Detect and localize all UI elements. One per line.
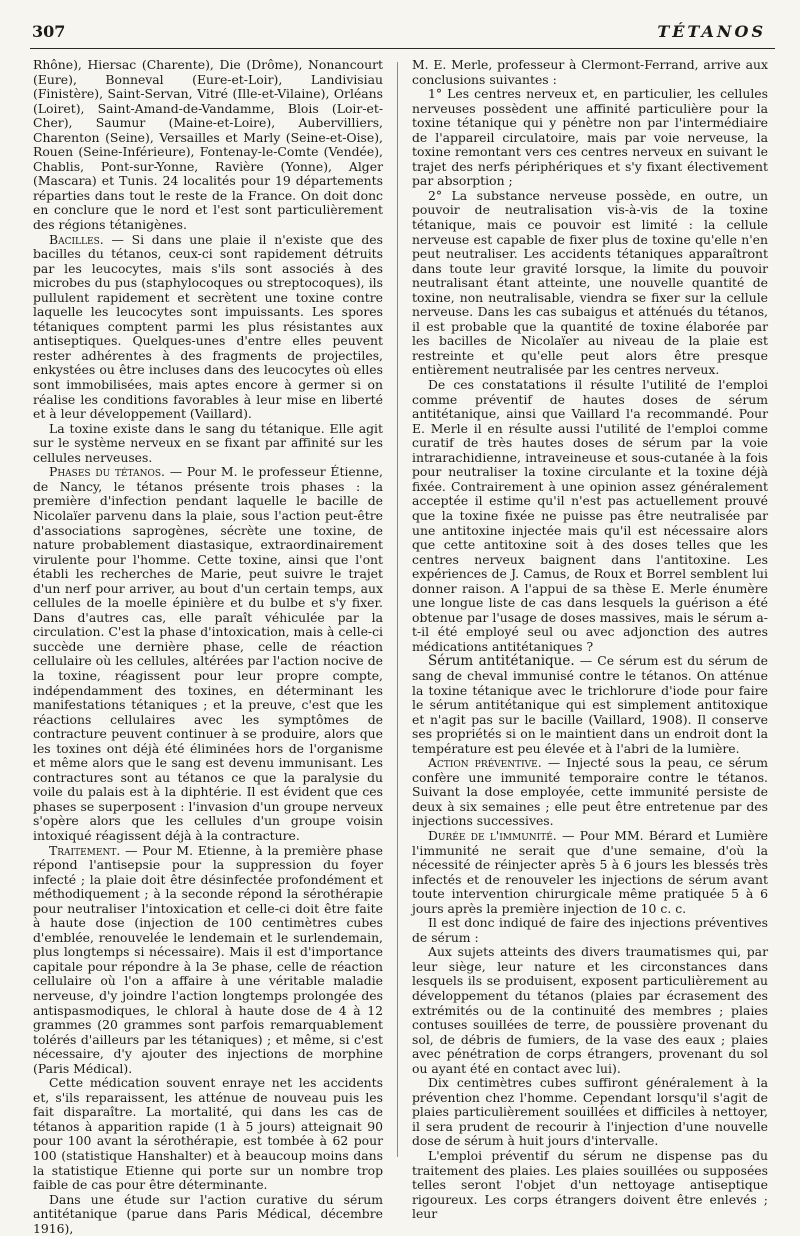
- paragraph: [33, 465, 383, 843]
- paragraph: [412, 189, 768, 378]
- paragraph-text: La toxine existe dans le sang du tétanique. Elle agit sur le système nerveux en se fixant par affinité sur les cellules nerveuses.: [33, 420, 383, 465]
- paragraph: [412, 945, 768, 1076]
- paragraph-text: 2° La substance nerveuse possède, en outre, un pouvoir de neutralisation vis-à-vis de la toxine tétanique, mais ce pouvoir est limité : la cellule nerveuse est capable de fixer plus de toxine qu'elle n'en peut neutraliser. Les accidents tétaniques apparaîtront dans toute leur gravité lorsque, la limite du pouvoir neutralisant étant atteinte, une nouvelle quantité de toxine, non neutralisable, viendra se fixer sur la cellule nerveuse. Dans les cas subaigus et atténués du tétanos, il est probable que la quantité de toxine élaborée par les bacilles de Nicolaïer au niveau de la plaie est restreinte et qu'elle peut alors être presque entièrement neutralisée par les centres nerveux.: [412, 187, 768, 378]
- paragraph-text: Dix centimètres cubes suffiront généralement à la prévention chez l'homme. Cependant lorsqu'il s'agit de plaies particulièrement souillées et difficiles à nettoyer, il sera prudent de recourir à l'injection d'une nouvelle dose de sérum à huit jours d'intervalle.: [412, 1075, 768, 1149]
- paragraph-text: — Ce sérum est du sérum de sang de cheval immunisé contre le tétanos. On atténue la toxine tétanique avec le trichlorure d'iode pour faire le sérum antitétanique qui est simplement antitoxique et n'agit pas sur le bacille (Vaillard, 1908). Il conserve ses propriétés si on le maintient dans un endroit dont la température est peu élevée et à l'abri de la lumière.: [412, 653, 769, 756]
- section-heading: Bacilles.: [49, 231, 104, 247]
- paragraph-text: De ces constatations il résulte l'utilité de l'emploi comme préventif de hautes doses de sérum antitétanique, ainsi que Vaillard l'a recommandé. Pour E. Merle il en résulte aussi l'utilité de l'emploi comme curatif de très hautes doses de sérum par la voie intrarachidienne, intraveineuse et sous-cutanée à la fois pour neutraliser la toxine circulante et la toxine déjà fixée. Contrairement à une opinion assez généralement acceptée il estime qu'il n'est pas actuellement prouvé que la toxine fixée ne puisse pas être neutralisée par une antitoxine injectée mais qu'il est nécessaire alors que cette antitoxine soit à des doses telles que les centres nerveux baignent dans l'antitoxine. Les expériences de J. Camus, de Roux et Borrel semblent lui donner raison. A l'appui de sa thèse E. Merle énumère une longue liste de cas dans lesquels la guérison a été obtenue par l'usage de doses massives, mais le sérum a-t-il été employé seul ou avec adjonction des autres médications antitétaniques ?: [412, 377, 768, 654]
- paragraph-text: — Si dans une plaie il n'existe que des bacilles du tétanos, ceux-ci sont rapidement détruits par les leucocytes, mais s'ils sont associés à des microbes du pus (staphylocoques ou streptocoques), ils pullulent rapidement et secrètent une toxine contre laquelle les leucocytes sont impuissants. Les spores tétaniques comptent parmi les plus résistantes aux antiseptiques. Quelques-unes d'entre elles peuvent rester adhérentes à des fragments de projectiles, enkystées ou être incluses dans des leucocytes où elles sont immobilisées, mais aptes encore à germer si on réalise les conditions favorables à leur mise en liberté et à leur développement (Vaillard).: [33, 231, 383, 422]
- paragraph: [33, 844, 383, 1077]
- paragraph: [412, 1149, 768, 1222]
- paragraph: [412, 58, 768, 87]
- paragraph-text: M. E. Merle, professeur à Clermont-Ferrand, arrive aux conclusions suivantes :: [412, 57, 768, 87]
- paragraph-text: Dans une étude sur l'action curative du sérum antitétanique (parue dans Paris Médical, décembre 1916),: [33, 1191, 383, 1236]
- section-heading: Phases du tétanos.: [49, 464, 165, 480]
- paragraph-text: Rhône), Hiersac (Charente), Die (Drôme), Nonancourt (Eure), Bonneval (Eure-et-Loir), Landivisiau (Finistère), Saint-Servan, Vitré (Ille-et-Vilaine), Orléans (Loiret), Saint-Amand-de-Vandamme, Blois (Loir-et-Cher), Saumur (Maine-et-Loire), Aubervilliers, Charenton (Seine), Versailles et Marly (Seine-et-Oise), Rouen (Seine-Inférieure), Fontenay-le-Comte (Vendée), Chablis, Pont-sur-Yonne, Ravière (Yonne), Alger (Mascara) et Tunis. 24 localités pour 19 départements réparties dans tout le reste de la France. On doit donc en conclure que le nord et l'est sont particulièrement des régions tétanigènes.: [33, 57, 383, 233]
- left-column: [33, 57, 383, 1236]
- paragraph: [412, 378, 768, 654]
- paragraph-text: — Pour MM. Bérard et Lumière l'immunité ne serait que d'une semaine, d'où la nécessité de réinjecter après 5 à 6 jours les blessés très infectés et de renouveler les injections de sérum avant toute intervention chirurgicale même pratiquée 5 à 6 jours après la première injection de 10 c. c.: [412, 827, 768, 916]
- section-heading: Sérum antitétanique.: [428, 653, 575, 670]
- section-heading: Traitement.: [49, 842, 121, 858]
- paragraph-text: Aux sujets atteints des divers traumatismes qui, par leur siège, leur nature et les circonstances dans lesquels ils se produisent, exposent particulièrement au développement du tétanos (plaies par écrasement des extrémités ou de la continuité des membres ; plaies contuses souillées de terre, de poussière provenant du sol, de débris de fumiers, de la vase des eaux ; plaies avec pénétration de corps étrangers, provenant du sol ou ayant été en contact avec lui).: [412, 944, 768, 1076]
- paragraph-text: — Pour M. Etienne, à la première phase répond l'antisepsie pour la suppression du foyer infecté ; la plaie doit être désinfectée profondément et méthodiquement ; à la seconde répond la sérothérapie pour neutraliser l'intoxication et celle-ci doit être faite à haute dose (injection de 100 centimètres cubes d'emblée, renouvelée le lendemain et le surlendemain, plus longtemps si nécessaire). Mais il est d'importance capitale pour répondre à la 3e phase, celle de réaction cellulaire où l'on a affaire à une véritable maladie nerveuse, d'y joindre l'action longtemps prolongée des antispasmodiques, le chloral à haute dose de 4 à 12 grammes (20 grammes sont parfois remarquablement tolérés d'ailleurs par les tétaniques) ; et même, si c'est nécessaire, d'y ajouter des injections de morphine (Paris Médical).: [33, 842, 383, 1076]
- paragraph-text: 1° Les centres nerveux et, en particulier, les cellules nerveuses possèdent une affinité particulière pour la toxine tétanique qui y pénètre non par l'intermédiaire de l'appareil circulatoire, mais par voie nerveuse, la toxine remontant vers ces centres nerveux en suivant le trajet des nerfs périphériques et s'y fixant électivement par absorption ;: [412, 86, 768, 189]
- paragraph: [412, 654, 768, 756]
- running-header: [30, 22, 772, 44]
- page-number: 307: [32, 22, 66, 41]
- paragraph: [412, 1076, 768, 1149]
- paragraph: [33, 422, 383, 466]
- paragraph-text: — Pour M. le professeur Étienne, de Nancy, le tétanos présente trois phases : la première d'infection pendant laquelle le bacille de Nicolaïer parvenu dans la plaie, sous l'action peut-être d'associations saprogènes, sécrète une toxine, de nature probablement diastasique, extraordinairement virulente pour l'homme. Cette toxine, ainsi que l'ont établi les recherches de Marie, peut suivre le trajet d'un nerf pour arriver, au bout d'un certain temps, aux cellules de la moelle épinière et du bulbe et s'y fixer. Dans d'autres cas, elle paraît véhiculée par la circulation. C'est la phase d'intoxication, mais à celle-ci succède une dernière phase, celle de réaction cellulaire où les cellules, altérées par l'action nocive de la toxine, réagissent pour leur propre compte, indépendamment des toxines, en déterminant les manifestations tétaniques ; et la preuve, c'est que les réactions cellulaires avec les symptômes de contracture peuvent continuer à se produire, alors que les toxines ont déjà été éliminées hors de l'organisme et même alors que le sang est devenu immunisant. Les contractures sont au tétanos ce que la paralysie du voile du palais est à la diphtérie. Il est évident que ces phases se superposent : l'invasion d'un groupe nerveux s'opère alors que les cellules d'un groupe voisin intoxiqué réagissent déjà à la contracture.: [33, 464, 383, 843]
- paragraph-text: L'emploi préventif du sérum ne dispense pas du traitement des plaies. Les plaies souillées ou supposées telles seront l'objet d'un nettoyage antiseptique rigoureux. Les corps étrangers doivent être enlevés ; leur: [412, 1148, 768, 1222]
- paragraph: [33, 58, 383, 233]
- paragraph-text: — Injecté sous la peau, ce sérum confère une immunité temporaire contre le tétanos. Suivant la dose employée, cette immunité persiste de deux à six semaines ; elle peut être entretenue par des injections successives.: [412, 755, 768, 829]
- running-title: TÉTANOS: [657, 22, 766, 41]
- paragraph: [412, 916, 768, 945]
- paragraph: [33, 1076, 383, 1192]
- paragraph-text: Il est donc indiqué de faire des injections préventives de sérum :: [412, 915, 768, 945]
- section-heading: Durée de l'immunité.: [428, 827, 557, 843]
- paragraph-text: Cette médication souvent enraye net les accidents et, s'ils reparaissent, les atténue de nouveau puis les fait disparaître. La mortalité, qui dans les cas de tétanos à apparition rapide (1 à 5 jours) atteignait 90 pour 100 avant la sérothérapie, est tombée à 62 pour 100 (statistique Hanshalter) et à beaucoup moins dans la statistique Etienne qui porte sur un nombre trop faible de cas pour être déterminante.: [33, 1075, 383, 1193]
- header-rule: [30, 48, 775, 49]
- paragraph: [33, 233, 383, 422]
- column-separator: [397, 62, 398, 1157]
- paragraph: [412, 756, 768, 829]
- paragraph: [33, 1193, 383, 1236]
- right-column: [412, 57, 769, 1222]
- section-heading: Action préventive.: [428, 755, 542, 771]
- paragraph: [412, 87, 768, 189]
- paragraph: [412, 829, 768, 916]
